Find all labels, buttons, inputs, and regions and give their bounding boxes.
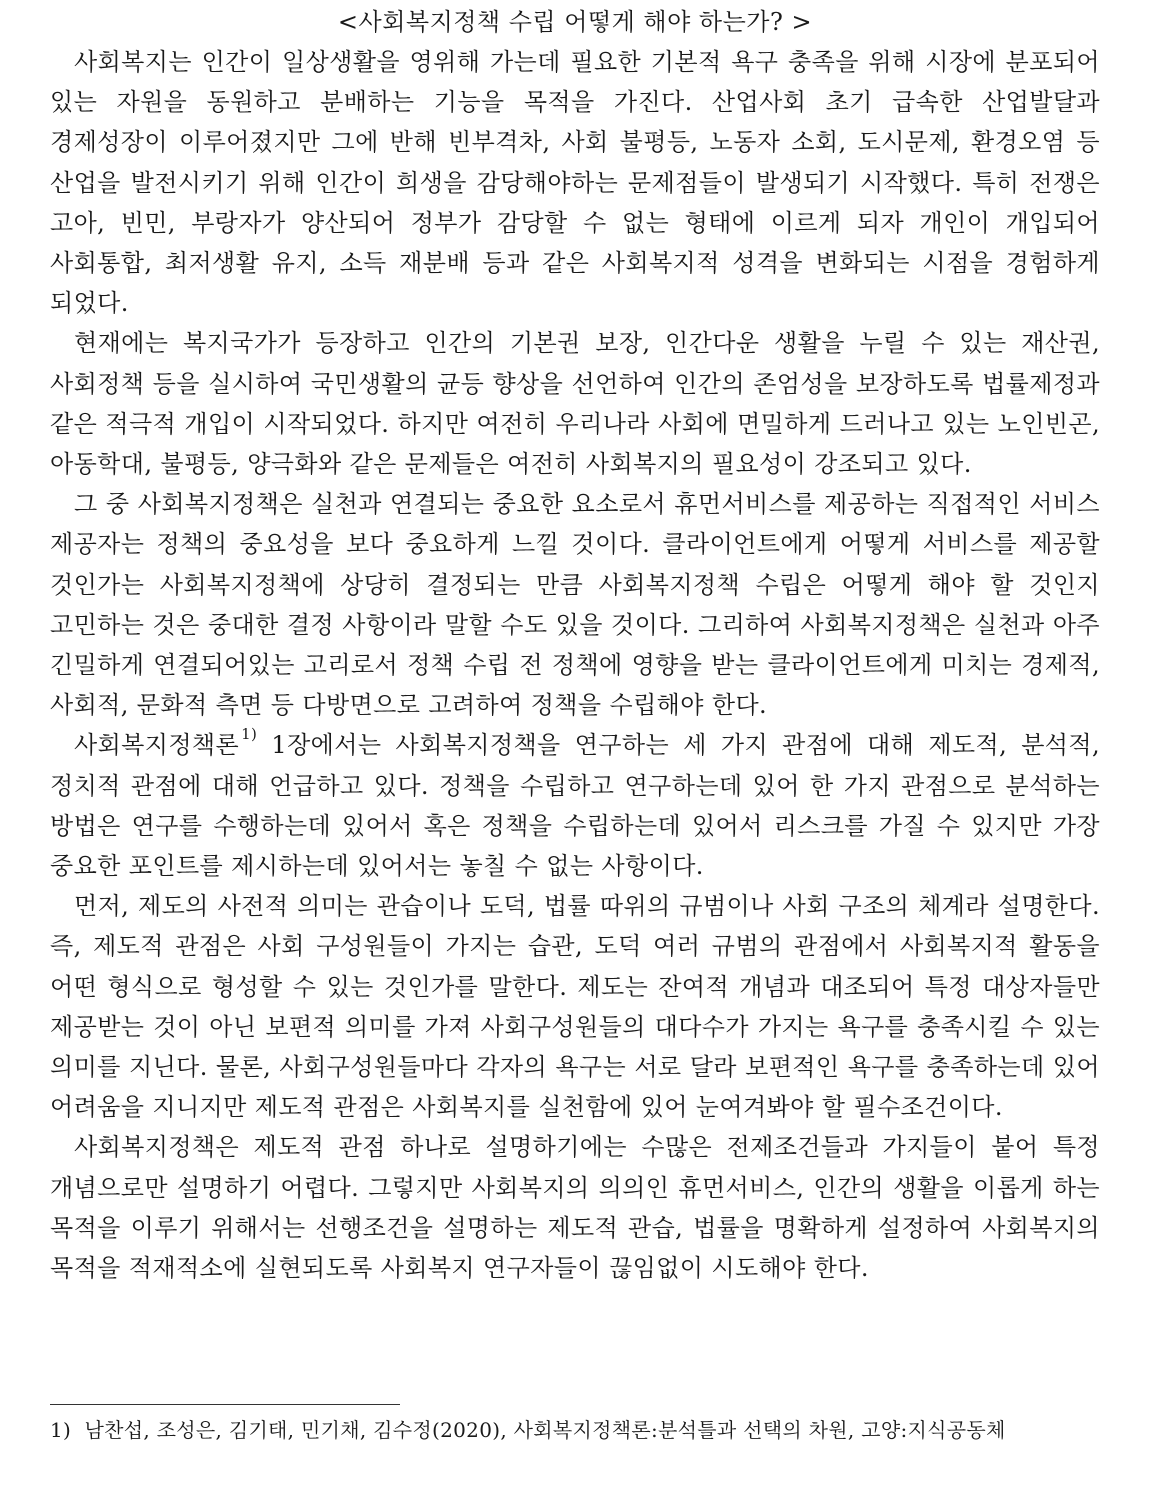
document-body bbox=[50, 2, 1100, 1288]
paragraph-conclusion: 사회복지정책은 제도적 관점 하나로 설명하기에는 수많은 전제조건들과 가지들이 붙어 특정 개념으로만 설명하기 어렵다. 그렇지만 사회복지의 의의인 휴먼서비스, 인간의 생활을 이롭게 하는 목적을 이루기 위해서는 선행조건을 설명하는 제도적 관습, 법률을 명확하게 설정하여 사회복지의 목적을 적재적소에 실현되도록 사회복지 연구자들이 끊임없이 시도해야 한다. bbox=[50, 1133, 1100, 1283]
paragraph-welfare-state: 현재에는 복지국가가 등장하고 인간의 기본권 보장, 인간다운 생활을 누릴 수 있는 재산권, 사회정책 등을 실시하여 국민생활의 균등 향상을 선언하여 인간의 존엄성을 보장하도록 법률제정과 같은 적극적 개입이 시작되었다. 하지만 여전히 우리나라 사회에 면밀하게 드러나고 있는 노인빈곤, 아동학대, 불평등, 양극화와 같은 문제들은 여전히 사회복지의 필요성이 강조되고 있다. bbox=[50, 329, 1100, 479]
paragraph-three-perspectives bbox=[50, 725, 1100, 886]
document-title: <사회복지정책 수립 어떻게 해야 하는가? > bbox=[337, 8, 813, 36]
footnote bbox=[50, 1414, 1100, 1446]
footnote-mark: 1) bbox=[50, 1418, 72, 1442]
paragraph-institutional-perspective: 먼저, 제도의 사전적 의미는 관습이나 도덕, 법률 따위의 규범이나 사회 구조의 체계라 설명한다. 즉, 제도적 관점은 사회 구성원들이 가지는 습관, 도덕 여러 규범의 관점에서 사회복지적 활동을 어떤 형식으로 형성할 수 있는 것인가를 말한다. 제도는 잔여적 개념과 대조되어 특정 대상자들만 제공받는 것이 아닌 보편적 의미를 가져 사회구성원들의 대다수가 가지는 욕구를 충족시킬 수 있는 의미를 지닌다. 물론, 사회구성원들마다 각자의 욕구는 서로 달라 보편적인 욕구를 충족하는데 있어 어려움을 지니지만 제도적 관점은 사회복지를 실천함에 있어 눈여겨봐야 할 필수조건이다. bbox=[50, 892, 1100, 1122]
footnote-divider bbox=[50, 1404, 400, 1405]
paragraph-policy-importance: 그 중 사회복지정책은 실천과 연결되는 중요한 요소로서 휴먼서비스를 제공하는 직접적인 서비스 제공자는 정책의 중요성을 보다 중요하게 느낄 것이다. 클라이언트에게 어떻게 서비스를 제공할 것인가는 사회복지정책에 상당히 결정되는 만큼 사회복지정책 수립은 어떻게 해야 할 것인지 고민하는 것은 중대한 결정 사항이라 말할 수도 있을 것이다. 그리하여 사회복지정책은 실천과 아주 긴밀하게 연결되어있는 고리로서 정책 수립 전 정책에 영향을 받는 클라이언트에게 미치는 경제적, 사회적, 문화적 측면 등 다방면으로 고려하여 정책을 수립해야 한다. bbox=[50, 490, 1100, 720]
paragraph-text-before-footnote: 사회복지정책론 bbox=[74, 731, 240, 760]
paragraph-intro: 사회복지는 인간이 일상생활을 영위해 가는데 필요한 기본적 욕구 충족을 위해 시장에 분포되어 있는 자원을 동원하고 분배하는 기능을 목적을 가진다. 산업사회 초기 급속한 산업발달과 경제성장이 이루어졌지만 그에 반해 빈부격차, 사회 불평등, 노동자 소회, 도시문제, 환경오염 등 산업을 발전시키기 위해 인간이 희생을 감당해야하는 문제점들이 발생되기 시작했다. 특히 전쟁은 고아, 빈민, 부랑자가 양산되어 정부가 감당할 수 없는 형태에 이르게 되자 개인이 개입되어 사회통합, 최저생활 유지, 소득 재분배 등과 같은 사회복지적 성격을 변화되는 시점을 경험하게 되었다. bbox=[50, 48, 1100, 318]
footnote-text: 남찬섭, 조성은, 김기태, 민기채, 김수정(2020), 사회복지정책론:분석틀과 선택의 차원, 고양:지식공동체 bbox=[84, 1418, 1006, 1442]
footnote-reference-mark[interactable]: 1) bbox=[241, 725, 258, 744]
paragraph-text-after-footnote: 1장에서는 사회복지정책을 연구하는 세 가지 관점에 대해 제도적, 분석적, 정치적 관점에 대해 언급하고 있다. 정책을 수립하고 연구하는데 있어 한 가지 관점으로 분석하는 방법은 연구를 수행하는데 있어서 혹은 정책을 수립하는데 있어서 리스크를 가질 수 있지만 가장 중요한 포인트를 제시하는데 있어서는 놓칠 수 없는 사항이다. bbox=[50, 731, 1100, 881]
